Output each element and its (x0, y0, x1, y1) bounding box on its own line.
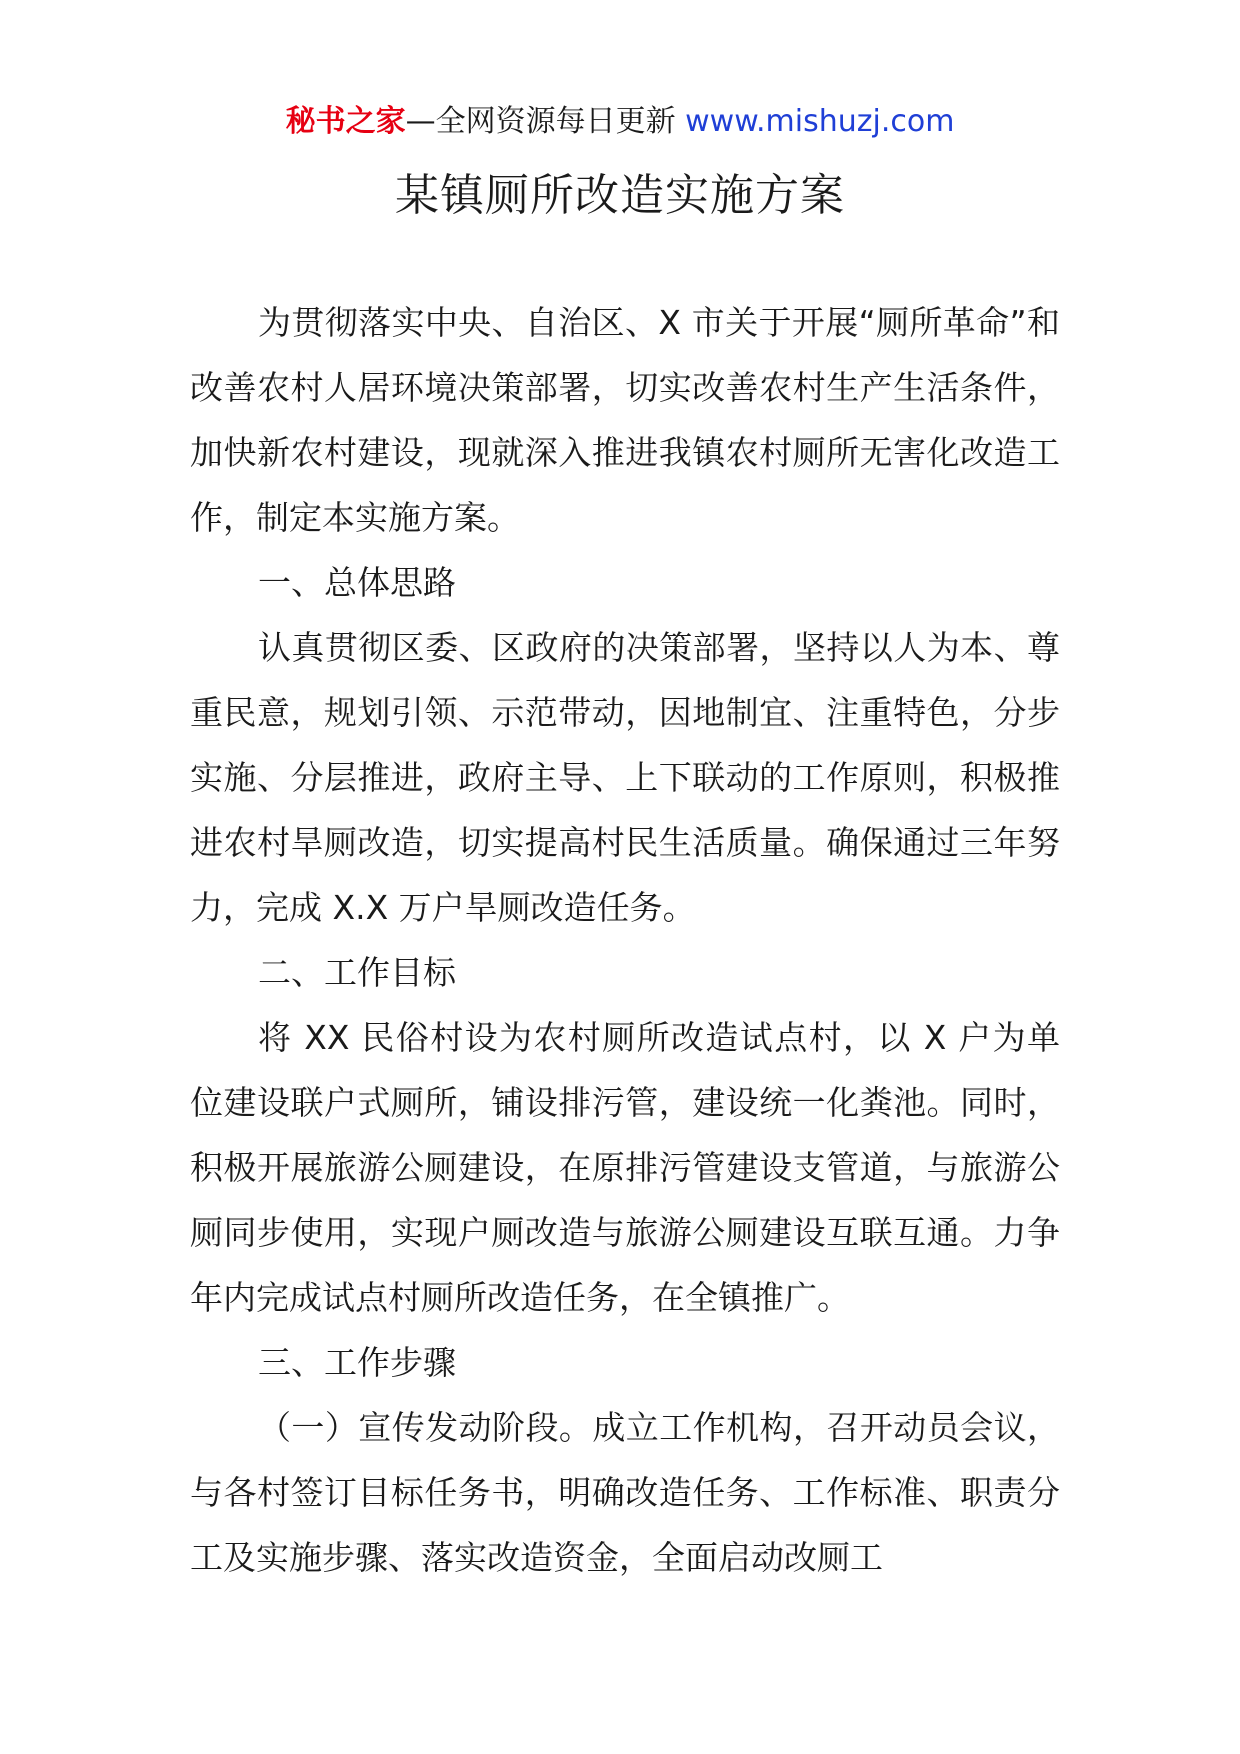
section-3-heading: 三、工作步骤 (258, 1343, 456, 1382)
document-title: 某镇厕所改造实施方案 (395, 170, 845, 221)
section-1-heading: 一、总体思路 (258, 563, 456, 602)
section-1-paragraph: 认真贯彻区委、区政府的决策部署，坚持以人为本、尊重民意，规划引领、示范带动，因地制宜、注重特色，分步实施、分层推进，政府主导、上下联动的工作原则，积极推进农村旱厕改造，切实提高村民生活质量。确保通过三年努力，完成 X.X 万户旱厕改造任务。 (190, 628, 1060, 927)
section-3-paragraph: （一）宣传发动阶段。成立工作机构，召开动员会议，与各村签订目标任务书，明确改造任务、工作标准、职责分工及实施步骤、落实改造资金，全面启动改厕工 (190, 1408, 1060, 1577)
intro-paragraph: 为贯彻落实中央、自治区、X 市关于开展“厕所革命”和改善农村人居环境决策部署，切实改善农村生产生活条件，加快新农村建设，现就深入推进我镇农村厕所无害化改造工作，制定本实施方案。 (190, 303, 1060, 537)
section-2-paragraph: 将 XX 民俗村设为农村厕所改造试点村，以 X 户为单位建设联户式厕所，铺设排污管，建设统一化粪池。同时，积极开展旅游公厕建设，在原排污管建设支管道，与旅游公厕同步使用，实现户厕改造与旅游公厕建设互联互通。力争年内完成试点村厕所改造任务，在全镇推广。 (190, 1018, 1060, 1317)
site-brand: 秘书之家 (285, 104, 406, 139)
site-header (0, 100, 1240, 144)
document-body (190, 290, 1060, 1590)
site-url-link[interactable]: www.mishuzj.com (685, 104, 955, 139)
site-tagline: —全网资源每日更新 (405, 104, 686, 139)
section-2-heading: 二、工作目标 (258, 953, 456, 992)
